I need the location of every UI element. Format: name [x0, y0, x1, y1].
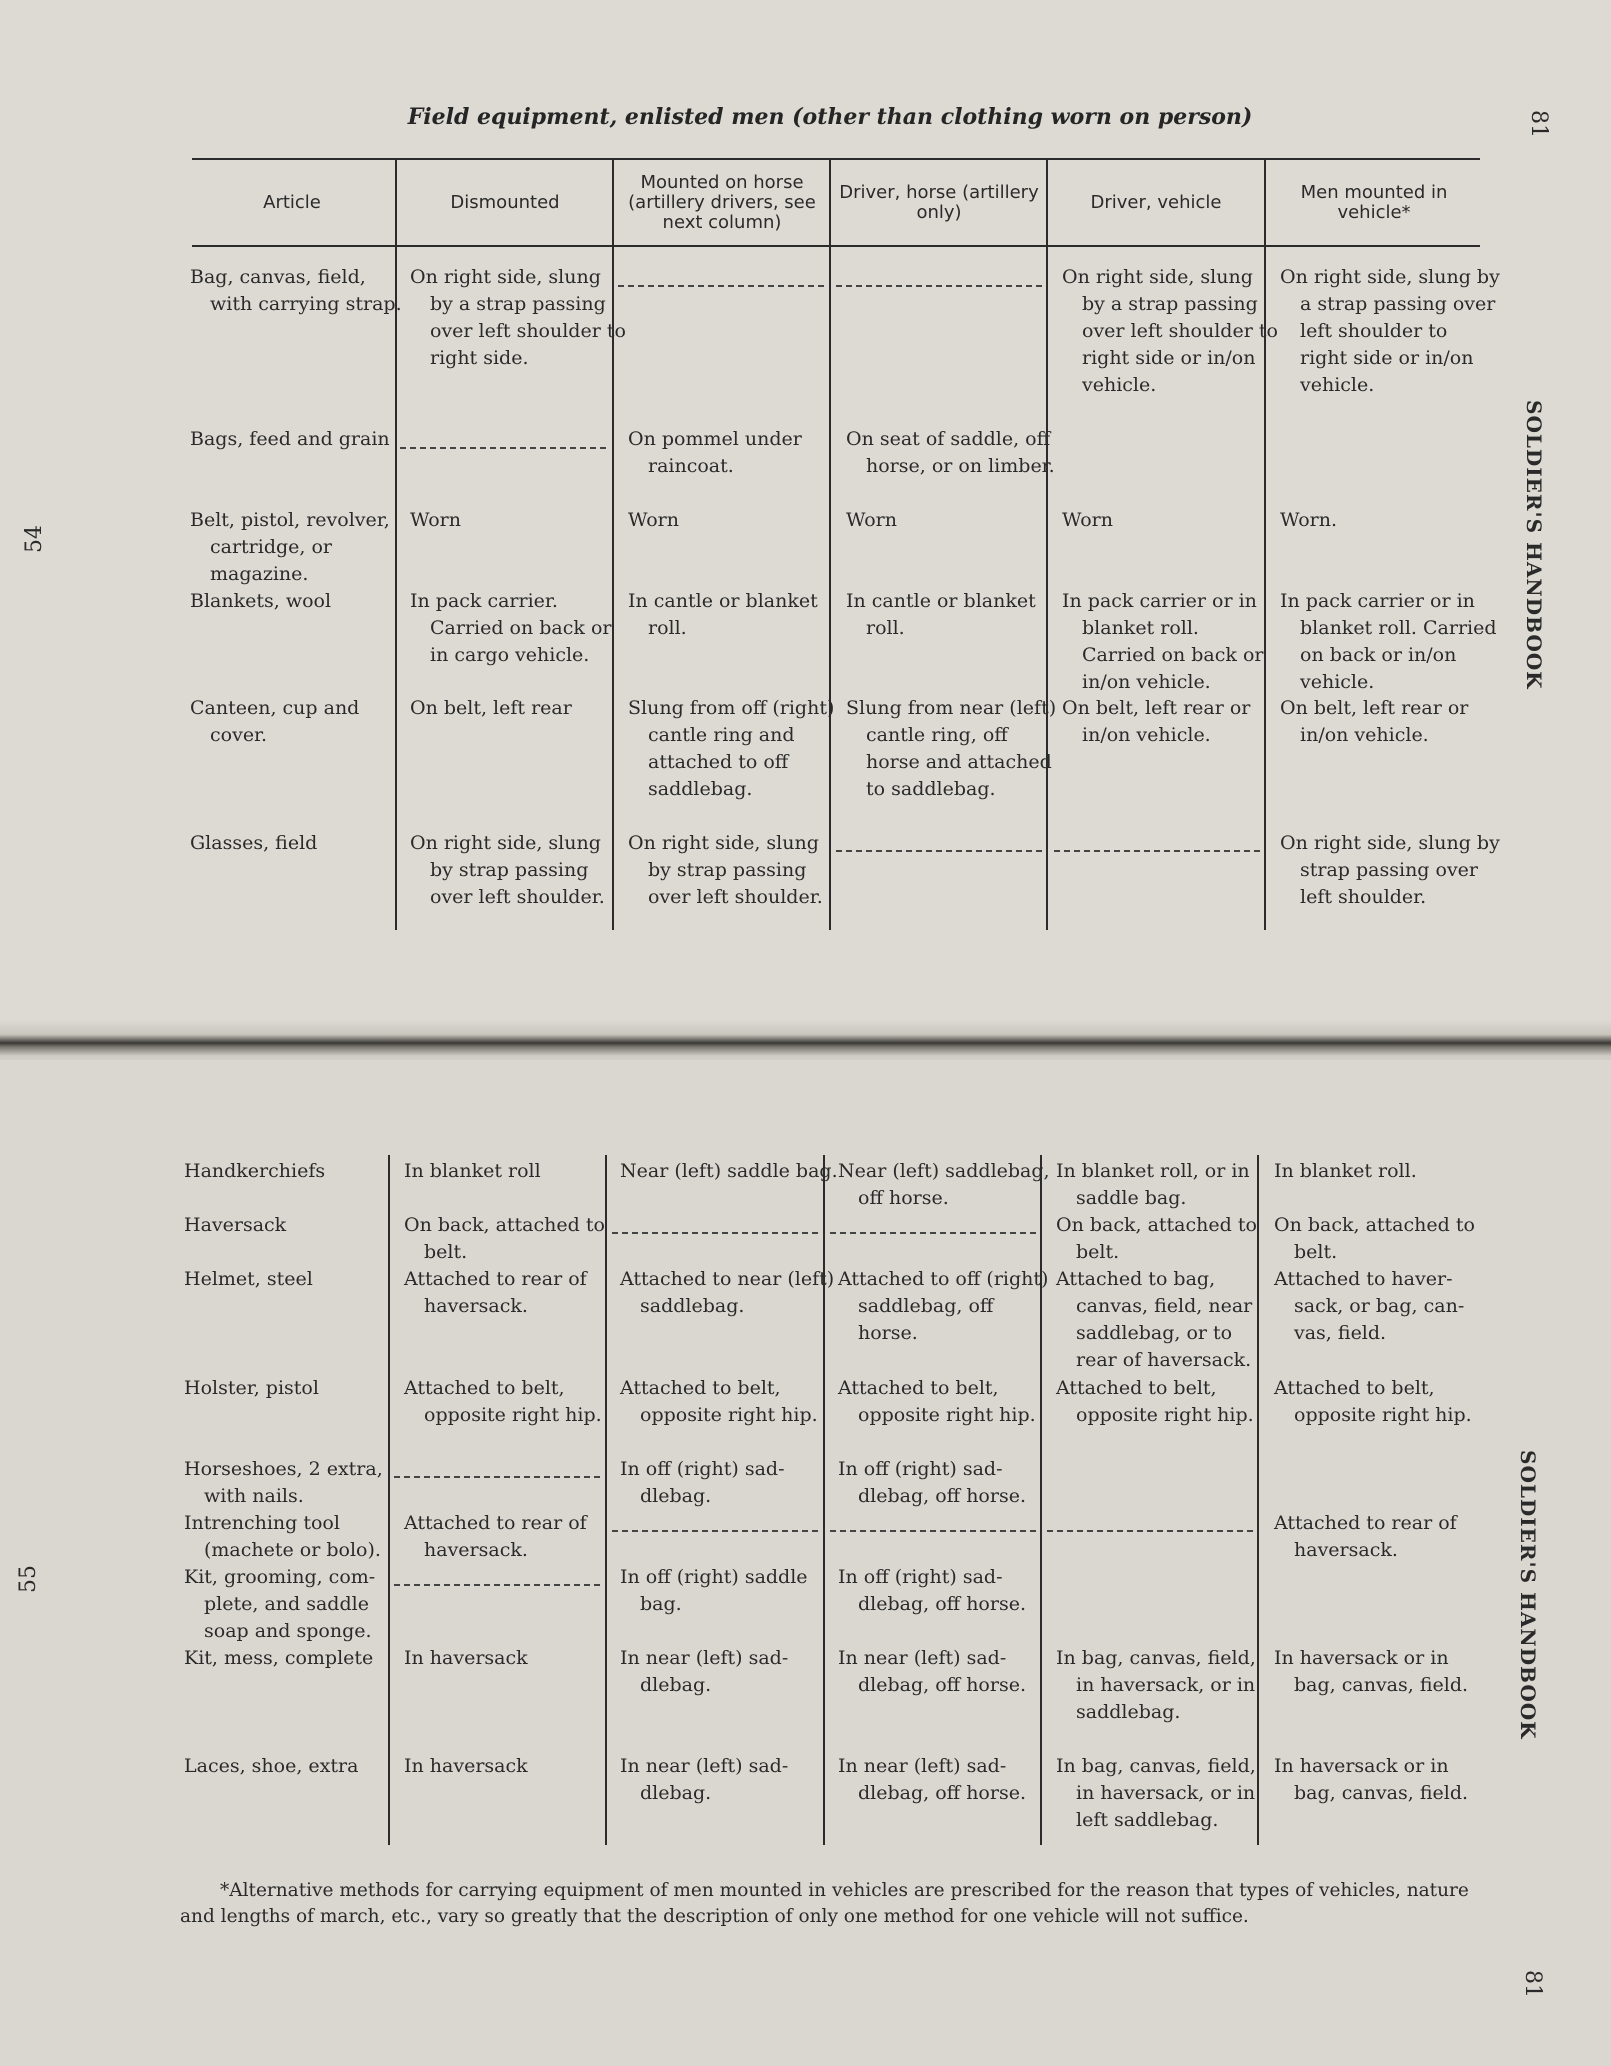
col-divider — [1046, 160, 1048, 930]
empty-dash — [1054, 850, 1260, 852]
page-number-top-right: 81 — [1526, 110, 1551, 138]
empty-dash — [400, 447, 606, 449]
row-cell: In pack carrier. Carried on back or in cargo vehicle. — [410, 590, 612, 666]
row-cell: In cantle or blanket roll. — [628, 590, 818, 639]
row-cell: Attached to belt, opposite right hip. — [404, 1377, 602, 1426]
row-cell: Worn — [1062, 509, 1113, 531]
empty-dash — [612, 1530, 818, 1532]
row-cell: In near (left) saddlebag. — [620, 1647, 789, 1696]
row-cell: Attached to belt, opposite right hip. — [838, 1377, 1036, 1426]
row-article: Intrenching tool (machete or bolo). — [184, 1512, 381, 1561]
row-cell: Worn — [410, 509, 461, 531]
row-cell: On back, attached to belt. — [1056, 1214, 1257, 1263]
empty-dash — [836, 850, 1042, 852]
header-bottom-rule — [192, 245, 1480, 247]
row-cell: In off (right) saddlebag, off horse. — [838, 1566, 1026, 1615]
row-cell: In pack carrier or in blanket roll. Carried on back or in/on vehicle. — [1062, 590, 1264, 693]
header-mounted-on-horse: Mounted on horse (artillery drivers, see next column) — [628, 171, 816, 233]
row-cell: In near (left) saddlebag. — [620, 1755, 789, 1804]
empty-dash — [618, 285, 824, 287]
header-top-rule — [192, 158, 1480, 160]
header-article: Article — [263, 191, 321, 213]
table-caption: Field equipment, enlisted men (other than clothing worn on person) — [407, 104, 1253, 130]
row-cell: Worn. — [1280, 509, 1338, 531]
row-cell: Attached to off (right) saddlebag, off horse. — [838, 1268, 1049, 1344]
footnote: *Alternative methods for carrying equipment of men mounted in vehicles are prescribed for the reason that types of vehicles, nature and lengths of march, etc., vary so greatly that the description of only one method for one vehicle will not suffice. — [180, 1880, 1469, 1927]
empty-dash — [394, 1584, 600, 1586]
row-cell: On right side, slung by a strap passing over left shoulder to right side or in/on vehicle. — [1280, 266, 1500, 396]
row-cell: Worn — [628, 509, 679, 531]
row-cell: Attached to bag, canvas, field, near saddlebag, or to rear of haversack. — [1056, 1268, 1253, 1371]
row-article: Horseshoes, 2 extra, with nails. — [184, 1458, 383, 1507]
row-cell: On right side, slung by strap passing over left shoulder. — [410, 832, 605, 908]
page-number-top-left: 54 — [22, 525, 47, 553]
header-driver-vehicle: Driver, vehicle — [1090, 191, 1222, 213]
running-head-bottom: SOLDIER'S HANDBOOK — [1516, 1450, 1540, 1740]
row-cell: On right side, slung by a strap passing over left shoulder to right side. — [410, 266, 626, 369]
row-cell: On pommel under raincoat. — [628, 428, 802, 477]
row-cell: In bag, canvas, field, in haversack, or in left saddlebag. — [1056, 1755, 1256, 1831]
row-cell: In blanket roll, or in saddle bag. — [1056, 1160, 1250, 1209]
row-cell: In haversack or in bag, canvas, field. — [1274, 1647, 1469, 1696]
row-cell: In blanket roll — [404, 1160, 541, 1182]
row-cell: Attached to near (left) saddlebag. — [620, 1268, 835, 1317]
row-cell: On belt, left rear — [410, 697, 572, 719]
row-cell: Attached to rear of haversack. — [404, 1512, 587, 1561]
row-article: Bags, feed and grain — [190, 428, 390, 450]
row-cell: In off (right) saddlebag. — [620, 1458, 785, 1507]
row-cell: In bag, canvas, field, in haversack, or in saddlebag. — [1056, 1647, 1256, 1723]
row-cell: In off (right) saddle bag. — [620, 1566, 808, 1615]
page-number-bottom-left: 55 — [16, 1565, 41, 1593]
row-cell: In haversack — [404, 1647, 528, 1669]
row-cell: In near (left) saddlebag, off horse. — [838, 1647, 1026, 1696]
row-cell: Slung from near (left) cantle ring, off horse and attached to saddlebag. — [846, 697, 1057, 800]
row-cell: In haversack — [404, 1755, 528, 1777]
row-cell: Attached to belt, opposite right hip. — [1274, 1377, 1472, 1426]
row-cell: In off (right) saddlebag, off horse. — [838, 1458, 1026, 1507]
row-cell: Near (left) saddle bag. — [620, 1160, 838, 1182]
empty-dash — [394, 1476, 600, 1478]
row-cell: Slung from off (right) cantle ring and attached to off saddlebag. — [628, 697, 835, 800]
row-article: Holster, pistol — [184, 1377, 319, 1399]
row-cell: Attached to rear of haversack. — [404, 1268, 587, 1317]
row-cell: On back, attached to belt. — [1274, 1214, 1475, 1263]
row-cell: In pack carrier or in blanket roll. Carried on back or in/on vehicle. — [1280, 590, 1497, 693]
row-article: Laces, shoe, extra — [184, 1755, 359, 1777]
running-head-top: SOLDIER'S HANDBOOK — [1522, 400, 1546, 690]
page-number-bottom-right: 81 — [1520, 1970, 1545, 1998]
row-cell: Worn — [846, 509, 897, 531]
row-article: Canteen, cup and cover. — [190, 697, 360, 746]
row-article: Kit, mess, complete — [184, 1647, 374, 1669]
header-men-mounted-in-vehicle: Men mounted in vehicle* — [1300, 181, 1448, 223]
row-cell: On belt, left rear or in/on vehicle. — [1280, 697, 1469, 746]
row-cell: On right side, slung by strap passing over left shoulder. — [628, 832, 823, 908]
empty-dash — [830, 1530, 1036, 1532]
empty-dash — [836, 285, 1042, 287]
row-cell: Attached to belt, opposite right hip. — [1056, 1377, 1254, 1426]
row-article: Glasses, field — [190, 832, 318, 854]
col-divider — [829, 160, 831, 930]
row-cell: In haversack or in bag, canvas, field. — [1274, 1755, 1469, 1804]
row-cell: In blanket roll. — [1274, 1160, 1417, 1182]
row-article: Blankets, wool — [190, 590, 332, 612]
empty-dash — [1047, 1530, 1253, 1532]
row-article: Haversack — [184, 1214, 287, 1236]
row-cell: On right side, slung by strap passing over left shoulder. — [1280, 832, 1500, 908]
row-cell: On back, attached to belt. — [404, 1214, 605, 1263]
row-cell: Near (left) saddlebag, off horse. — [838, 1160, 1050, 1209]
row-cell: Attached to belt, opposite right hip. — [620, 1377, 818, 1426]
row-cell: On seat of saddle, off horse, or on limber. — [846, 428, 1055, 477]
row-cell: Attached to rear of haversack. — [1274, 1512, 1457, 1561]
row-article: Belt, pistol, revolver, cartridge, or magazine. — [190, 509, 390, 585]
row-cell: In near (left) saddlebag, off horse. — [838, 1755, 1026, 1804]
row-cell: On belt, left rear or in/on vehicle. — [1062, 697, 1251, 746]
row-cell: In cantle or blanket roll. — [846, 590, 1036, 639]
row-article: Kit, grooming, complete, and saddle soap and sponge. — [184, 1566, 376, 1642]
row-cell: On right side, slung by a strap passing over left shoulder to right side or in/on vehicle. — [1062, 266, 1278, 396]
header-driver-horse: Driver, horse (artillery only) — [839, 181, 1039, 223]
row-article: Handkerchiefs — [184, 1160, 326, 1182]
row-cell: Attached to haversack, or bag, canvas, field. — [1274, 1268, 1465, 1344]
row-article: Helmet, steel — [184, 1268, 313, 1290]
row-article: Bag, canvas, field, with carrying strap. — [190, 266, 402, 315]
header-dismounted: Dismounted — [450, 191, 560, 213]
empty-dash — [612, 1232, 818, 1234]
empty-dash — [830, 1232, 1036, 1234]
